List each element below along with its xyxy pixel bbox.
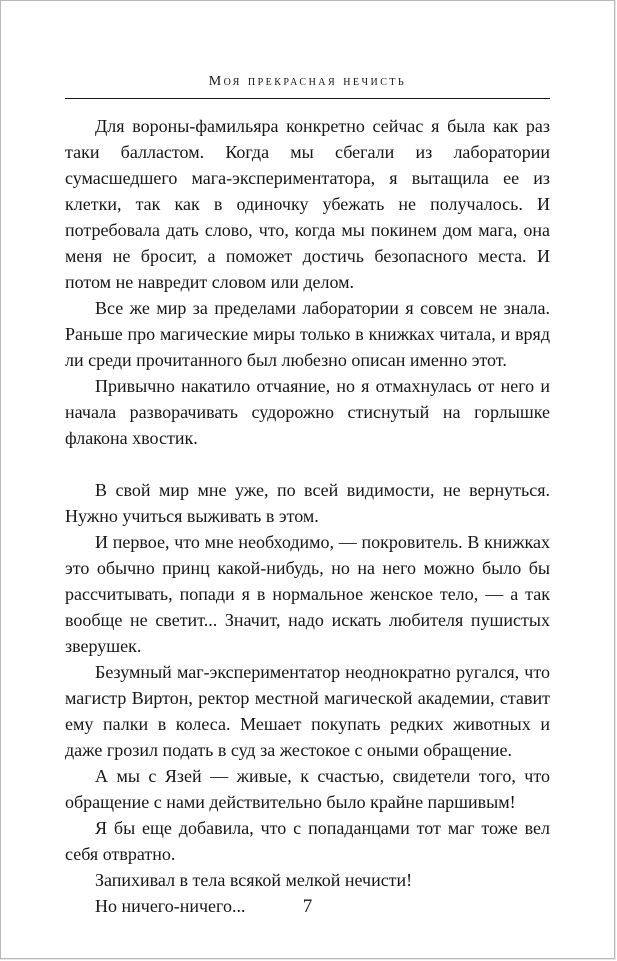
- header-rule: [65, 98, 550, 99]
- paragraph: Но ничего-ничего...: [95, 896, 246, 916]
- page-number: 7: [302, 896, 313, 917]
- paragraph: Для вороны-фамильяра конкретно сейчас я была как раз таки балластом. Когда мы сбегали из лаборатории сумасшедшего мага-экспериментатора, я вытащила ее из клетки, так как в одиночку убежать не получалось. И потребовала дать слово, что, когда мы покинем дом мага, она меня не бросит, а поможет достичь безопасного места. И потом не навредит словом или делом.: [65, 116, 550, 292]
- paragraph: И первое, что мне необходимо, — покровитель. В книжках это обычно принц какой-нибудь, но на него можно было бы рассчитывать, попади я в нормальное женское тело, — а так вообще не светит... Значит, надо искать любителя пушистых зверушек.: [65, 532, 550, 656]
- paragraph: Я бы еще добавила, что с попаданцами тот маг тоже вел себя отвратно.: [65, 818, 550, 864]
- paragraph-section-start: В свой мир мне уже, по всей видимости, не вернуться. Нужно учиться выживать в этом.: [65, 480, 550, 526]
- paragraph: Привычно накатило отчаяние, но я отмахнулась от него и начала разворачивать судорожно стиснутый на горлышке флакона хвостик.: [65, 376, 550, 448]
- running-head-title: Моя прекрасная нечисть: [208, 74, 407, 89]
- paragraph: Все же мир за пределами лаборатории я совсем не знала. Раньше про магические миры только в книжках читала, и вряд ли среди прочитанного был любезно описан именно этот.: [65, 298, 550, 370]
- page-content-area: [65, 1, 550, 958]
- paragraph: Запихивал в тела всякой мелкой нечисти!: [95, 870, 413, 890]
- paragraph: Безумный маг-экспериментатор неоднократно ругался, что магистр Виртон, ректор местной магической академии, ставит ему палки в колеса. Мешает покупать редких животных и даже грозил подать в суд за жестокое с оными обращение.: [65, 662, 550, 760]
- text-block: [65, 113, 550, 919]
- page-header: [65, 1, 550, 99]
- paragraph: А мы с Язей — живые, к счастью, свидетели того, что обращение с нами действительно было крайне паршивым!: [65, 766, 550, 812]
